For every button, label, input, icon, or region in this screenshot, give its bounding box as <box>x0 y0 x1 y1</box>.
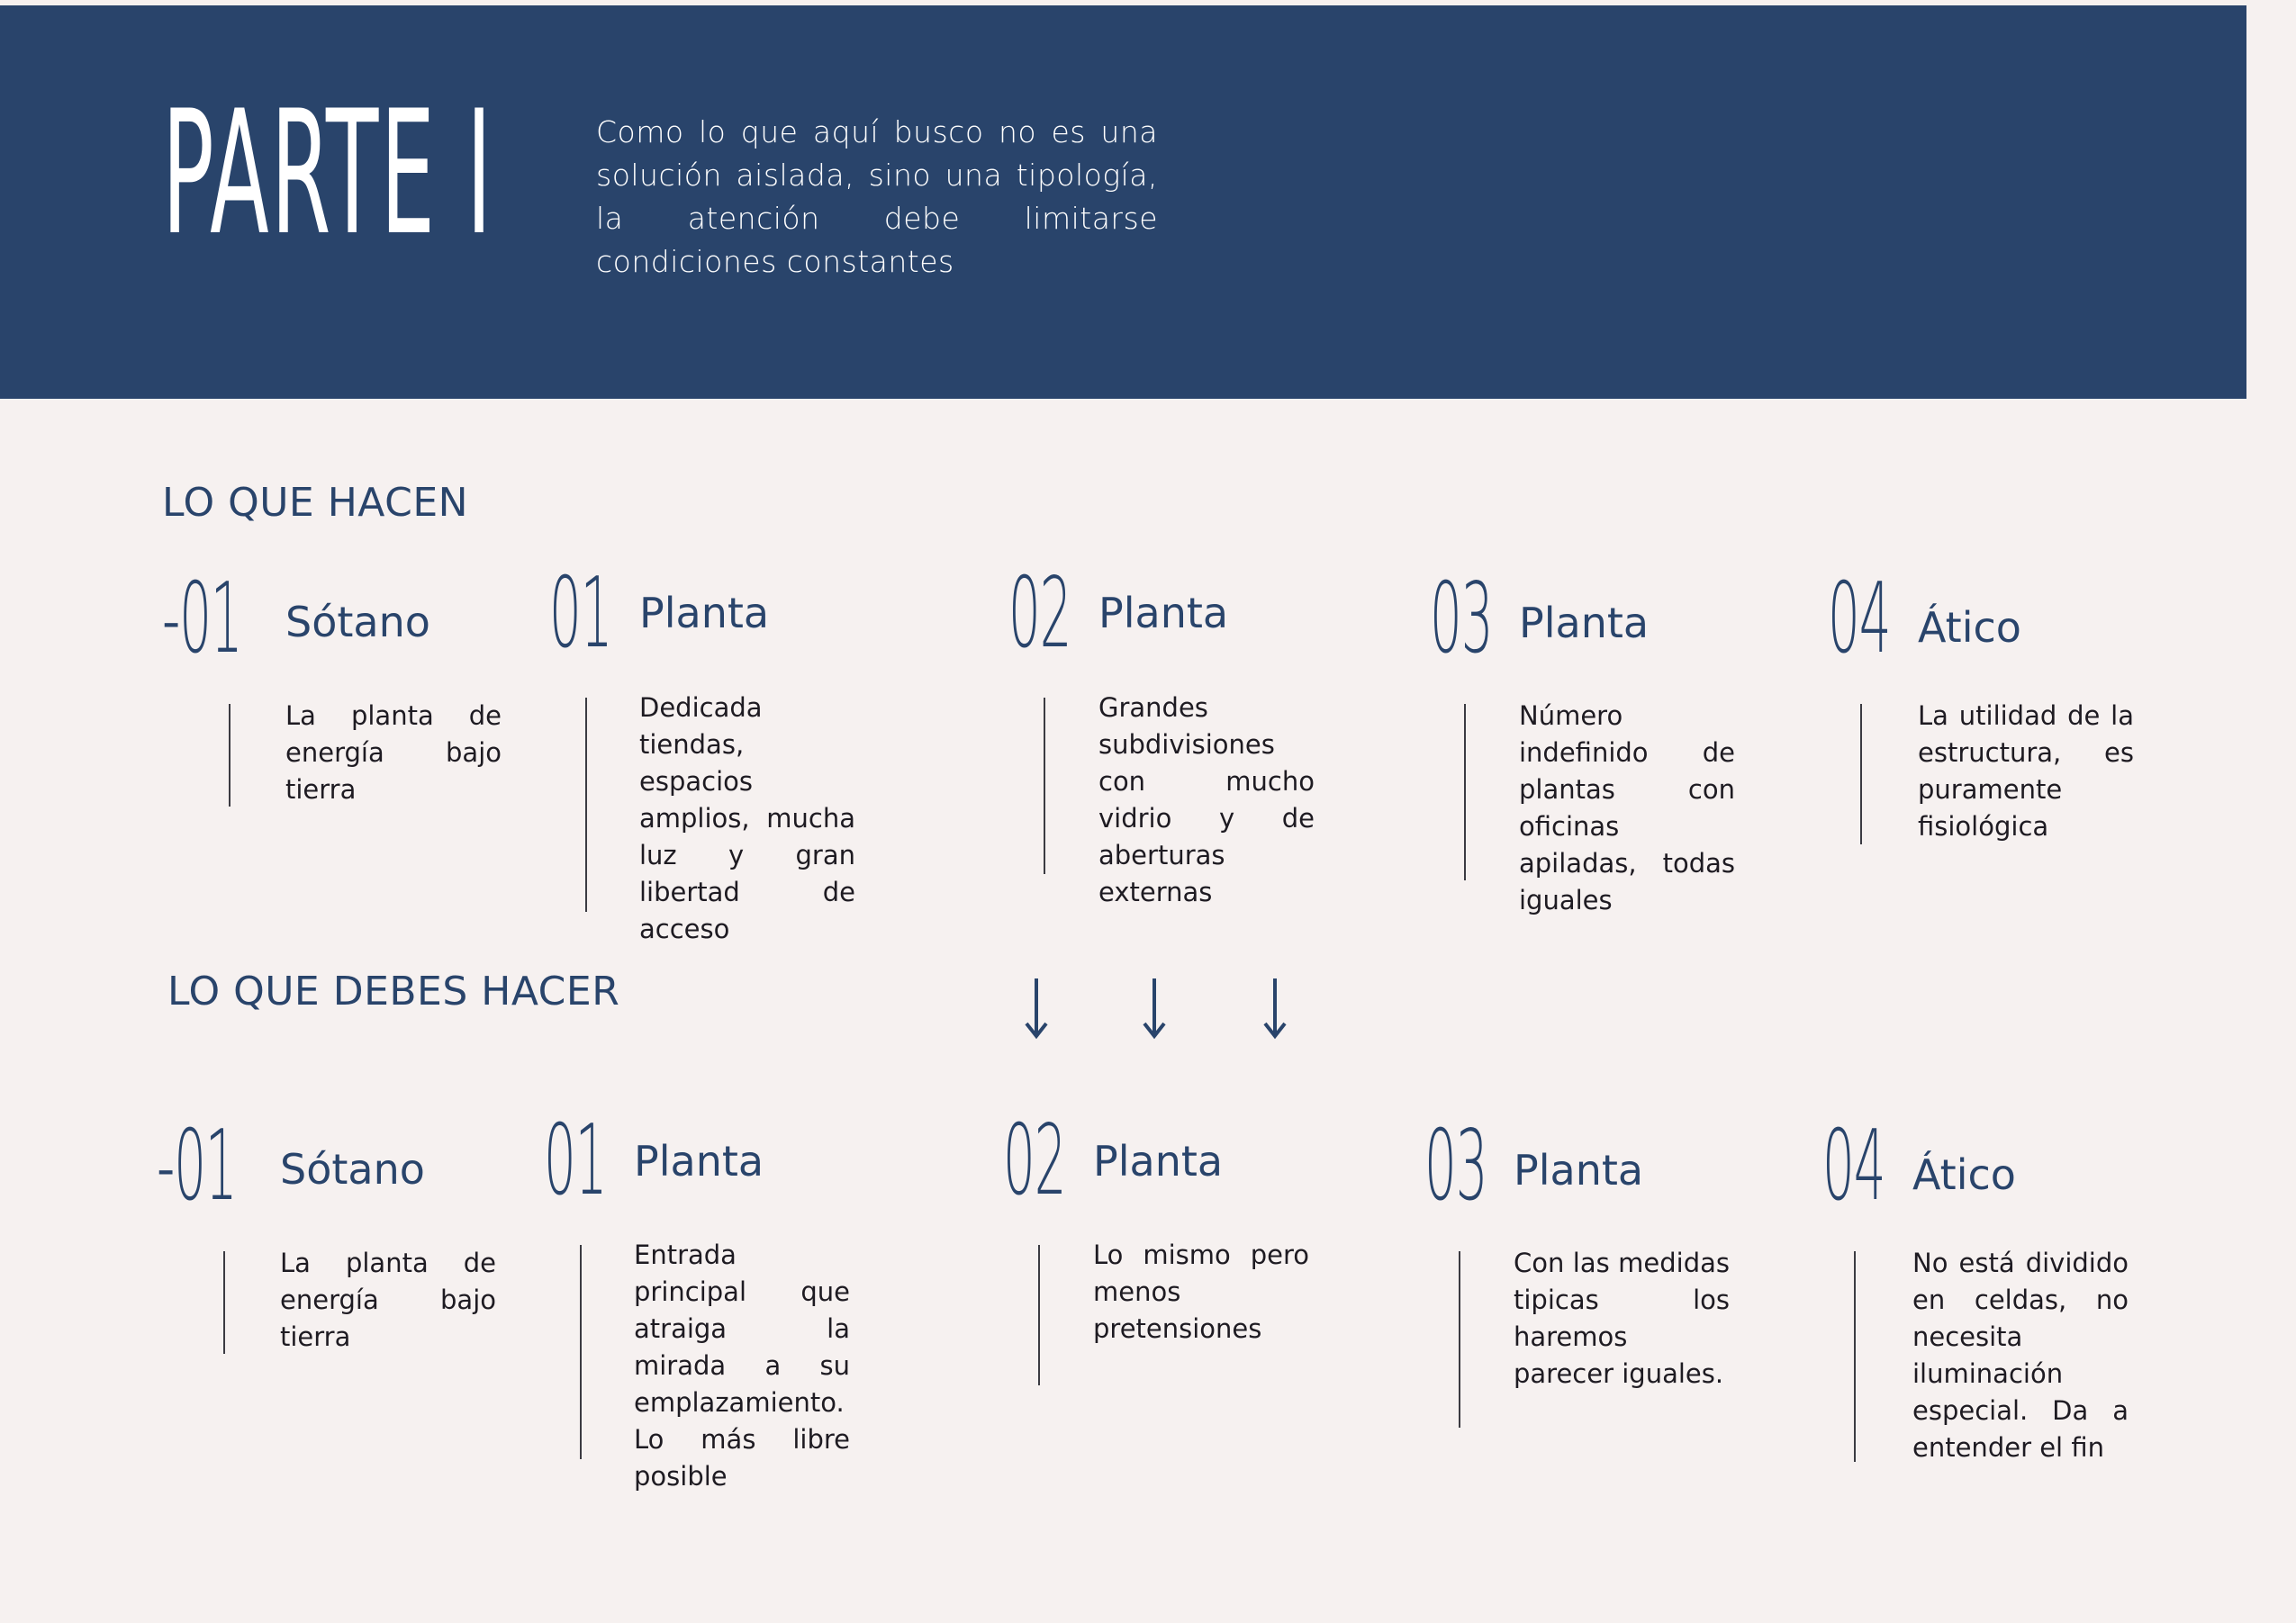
divider-line <box>1044 698 1045 874</box>
item-label: Planta <box>634 1137 764 1186</box>
item-description: No está dividido en celdas, no necesita iluminación especial. Da a entender el fin <box>1912 1248 2129 1463</box>
item-number: 04 <box>1822 1110 1885 1222</box>
item-description: Número indefinido de plantas con oficinas apiladas, todas iguales <box>1519 700 1735 915</box>
item-number: 01 <box>549 557 612 670</box>
item-label: Sótano <box>285 598 430 646</box>
item-number: 01 <box>544 1105 607 1217</box>
divider-line <box>585 698 587 912</box>
item-description: Grandes subdivisiones con mucho vidrio y de aberturas externas <box>1098 692 1315 907</box>
item-number: -01 <box>157 1110 237 1222</box>
item-label: Planta <box>1519 599 1650 647</box>
item-number: 03 <box>1424 1110 1487 1222</box>
item-label: Ático <box>1912 1150 2016 1199</box>
header-banner <box>0 5 2246 399</box>
divider-line <box>1464 704 1466 880</box>
divider-line <box>1459 1251 1460 1428</box>
arrow-down-icon <box>1023 977 1050 1040</box>
item-label: Planta <box>1093 1137 1224 1186</box>
item-number: 02 <box>1003 1105 1066 1217</box>
item-description: Entrada principal que atraiga la mirada a su emplazamiento. Lo más libre posible <box>634 1240 850 1492</box>
item-number: 04 <box>1828 563 1891 675</box>
item-label: Planta <box>639 589 770 637</box>
divider-line <box>1860 704 1862 844</box>
divider-line <box>223 1251 225 1354</box>
divider-line <box>580 1245 582 1459</box>
section-title-lo-que-hacen: LO QUE HACEN <box>162 480 469 526</box>
item-number: -01 <box>162 563 242 675</box>
section-title-lo-que-debes-hacer: LO QUE DEBES HACER <box>167 969 620 1014</box>
arrow-down-icon <box>1261 977 1288 1040</box>
item-description: La planta de energía bajo tierra <box>285 700 502 805</box>
item-description: Dedicada tiendas, espacios amplios, mucha luz y gran libertad de acceso <box>639 692 855 944</box>
item-number: 02 <box>1008 557 1071 670</box>
item-number: 03 <box>1430 563 1493 675</box>
arrow-down-icon <box>1141 977 1168 1040</box>
page-title: PARTE I <box>162 74 494 273</box>
divider-line <box>1038 1245 1040 1385</box>
item-description: La utilidad de la estructura, es puramente fisiológica <box>1918 700 2134 842</box>
item-description: La planta de energía bajo tierra <box>280 1248 496 1352</box>
item-label: Ático <box>1918 603 2021 652</box>
item-description: Lo mismo pero menos pretensiones <box>1093 1240 1309 1344</box>
item-label: Planta <box>1514 1146 1644 1195</box>
intro-paragraph: Como lo que aquí busco no es una solución aislada, sino una tipología, la atención debe limitarse condiciones constantes <box>596 114 1158 279</box>
divider-line <box>1854 1251 1856 1462</box>
item-description: Con las medidas tipicas los haremos parecer iguales. <box>1514 1248 1730 1389</box>
divider-line <box>229 704 231 807</box>
item-label: Sótano <box>280 1145 425 1194</box>
item-label: Planta <box>1098 589 1229 637</box>
